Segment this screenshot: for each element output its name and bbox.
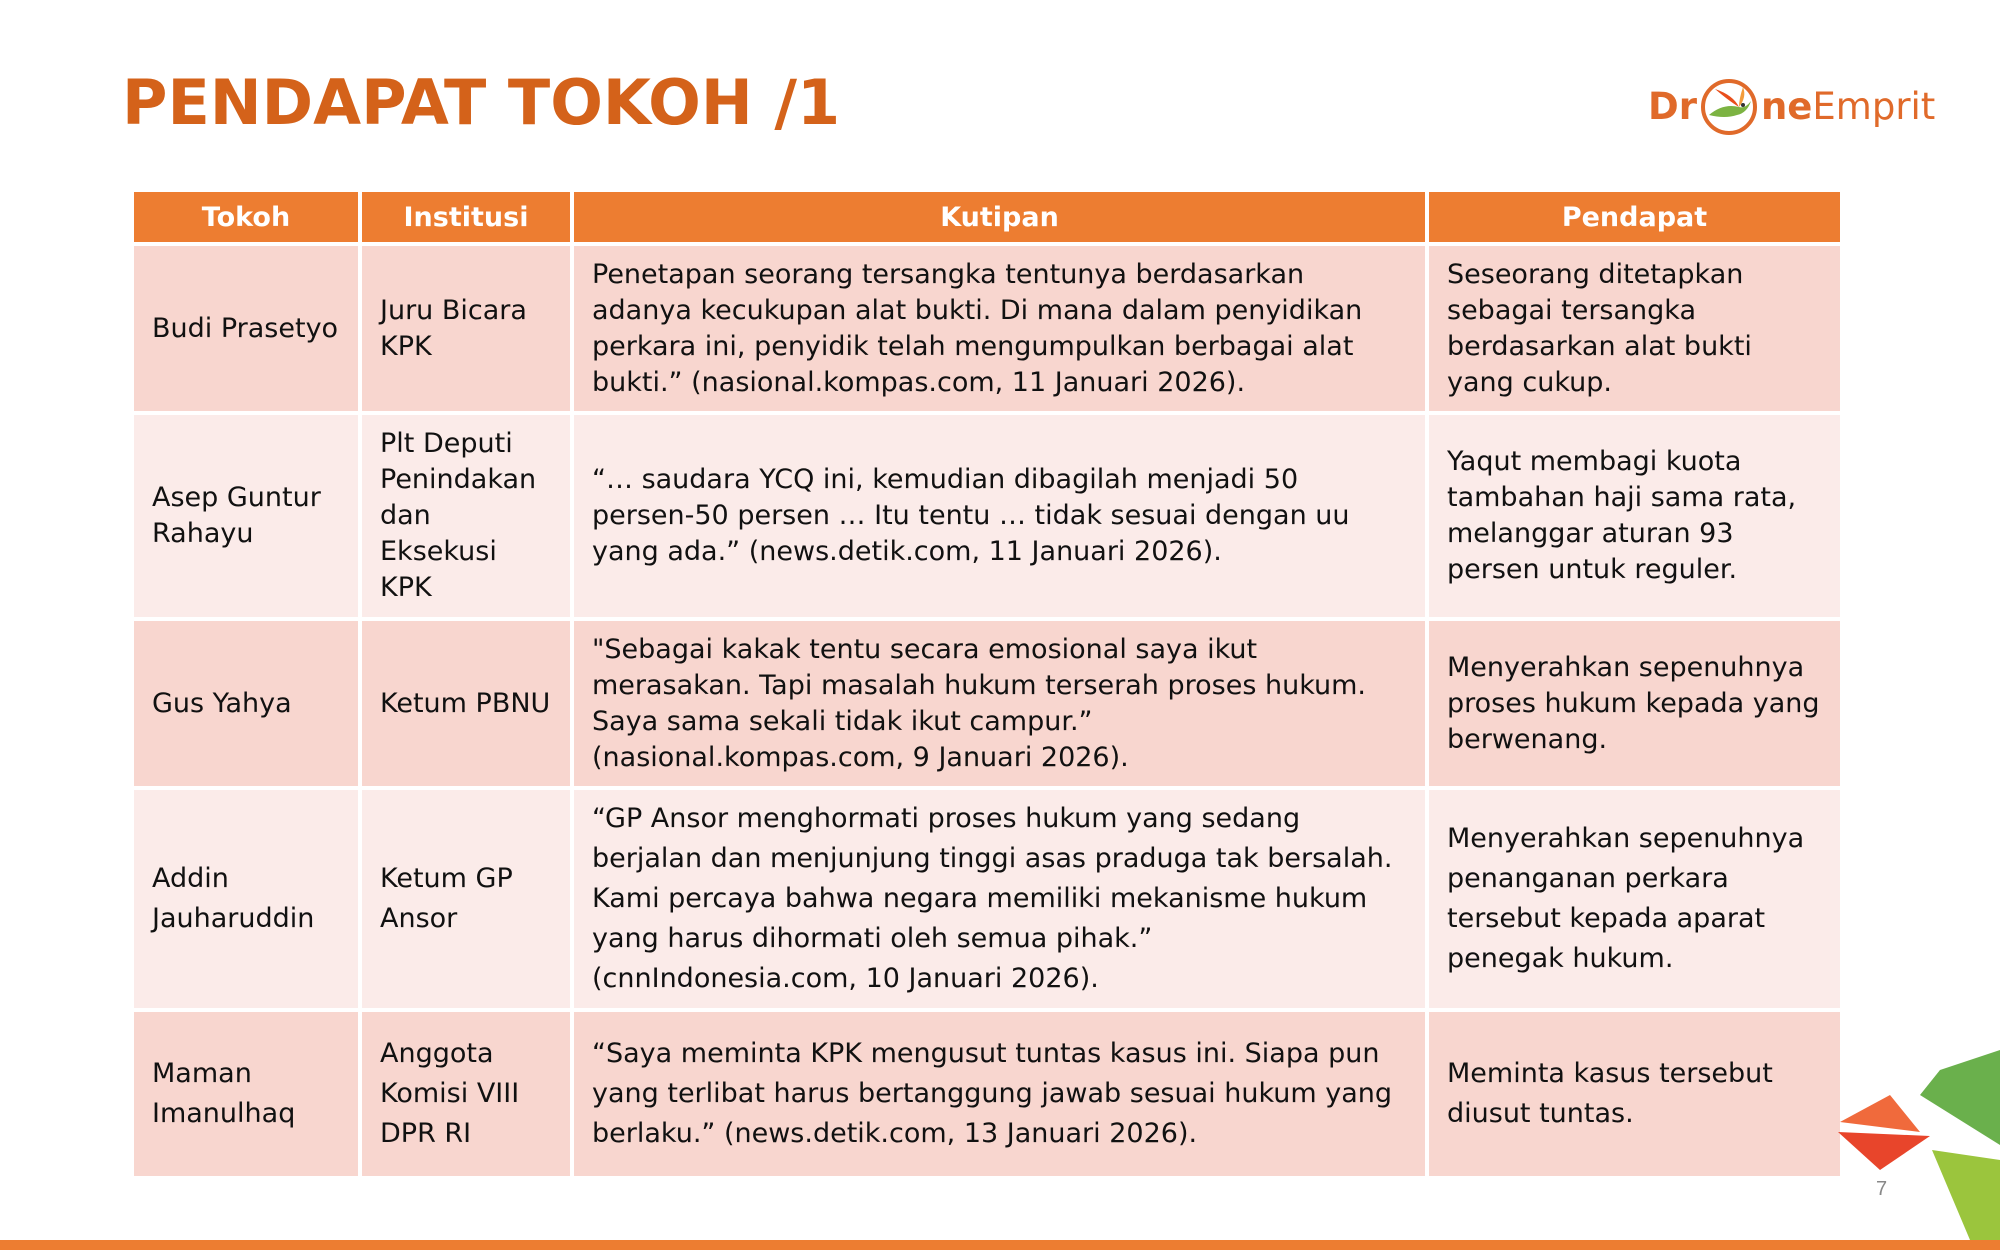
header-kutipan: Kutipan: [574, 192, 1425, 242]
cell-tokoh: Maman Imanulhaq: [134, 1012, 358, 1176]
cell-institusi: Juru Bicara KPK: [362, 246, 570, 411]
cell-kutipan: Penetapan seorang tersangka tentunya berdasarkan adanya kecukupan alat bukti. Di mana dalam penyidikan perkara ini, penyidik telah mengumpulkan berbagai alat bukti.” (nasional.kompas.com, 11 Januari 2026).: [574, 246, 1425, 411]
cell-pendapat: Menyerahkan sepenuhnya proses hukum kepada yang berwenang.: [1429, 621, 1840, 786]
quotes-table: [130, 188, 1844, 1180]
table-row: [134, 790, 1840, 1008]
cell-kutipan: "Sebagai kakak tentu secara emosional saya ikut merasakan. Tapi masalah hukum terserah proses hukum. Saya sama sekali tidak ikut campur.” (nasional.kompas.com, 9 Januari 2026).: [574, 621, 1425, 786]
cell-institusi: Plt Deputi Penindakan dan Eksekusi KPK: [362, 415, 570, 617]
table-header-row: [134, 192, 1840, 242]
cell-kutipan: “Saya meminta KPK mengusut tuntas kasus ini. Siapa pun yang terlibat harus bertanggung jawab sesuai hukum yang berlaku.” (news.detik.com, 13 Januari 2026).: [574, 1012, 1425, 1176]
header-tokoh: Tokoh: [134, 192, 358, 242]
corner-decoration-graphic: [1820, 1040, 2000, 1250]
cell-pendapat: Menyerahkan sepenuhnya penanganan perkara tersebut kepada aparat penegak hukum.: [1429, 790, 1840, 1008]
table-row: [134, 621, 1840, 786]
cell-pendapat: Seseorang ditetapkan sebagai tersangka berdasarkan alat bukti yang cukup.: [1429, 246, 1840, 411]
header-institusi: Institusi: [362, 192, 570, 242]
cell-institusi: Anggota Komisi VIII DPR RI: [362, 1012, 570, 1176]
cell-tokoh: Asep Guntur Rahayu: [134, 415, 358, 617]
logo-text-ne: ne: [1760, 85, 1813, 128]
cell-institusi: Ketum GP Ansor: [362, 790, 570, 1008]
logo-text-emprit: Emprit: [1812, 85, 1936, 128]
bottom-accent-bar: [0, 1240, 2000, 1250]
table-row: [134, 246, 1840, 411]
drone-emprit-logo: [1648, 74, 1935, 140]
logo-text-dr: Dr: [1648, 85, 1697, 128]
page-number: 7: [1876, 1178, 1888, 1200]
cell-tokoh: Gus Yahya: [134, 621, 358, 786]
table-row: [134, 415, 1840, 617]
bird-logo-icon: [1699, 77, 1759, 137]
cell-tokoh: Budi Prasetyo: [134, 246, 358, 411]
cell-pendapat: Meminta kasus tersebut diusut tuntas.: [1429, 1012, 1840, 1176]
cell-tokoh: Addin Jauharuddin: [134, 790, 358, 1008]
cell-pendapat: Yaqut membagi kuota tambahan haji sama rata, melanggar aturan 93 persen untuk reguler.: [1429, 415, 1840, 617]
cell-kutipan: “… saudara YCQ ini, kemudian dibagilah menjadi 50 persen-50 persen … Itu tentu … tidak sesuai dengan uu yang ada.” (news.detik.com, 11 Januari 2026).: [574, 415, 1425, 617]
table-row: [134, 1012, 1840, 1176]
page-title: PENDAPAT TOKOH /1: [122, 66, 841, 139]
cell-institusi: Ketum PBNU: [362, 621, 570, 786]
cell-kutipan: “GP Ansor menghormati proses hukum yang sedang berjalan dan menjunjung tinggi asas praduga tak bersalah. Kami percaya bahwa negara memiliki mekanisme hukum yang harus dihormati oleh semua pihak.” (cnnIndonesia.com, 10 Januari 2026).: [574, 790, 1425, 1008]
header-pendapat: Pendapat: [1429, 192, 1840, 242]
